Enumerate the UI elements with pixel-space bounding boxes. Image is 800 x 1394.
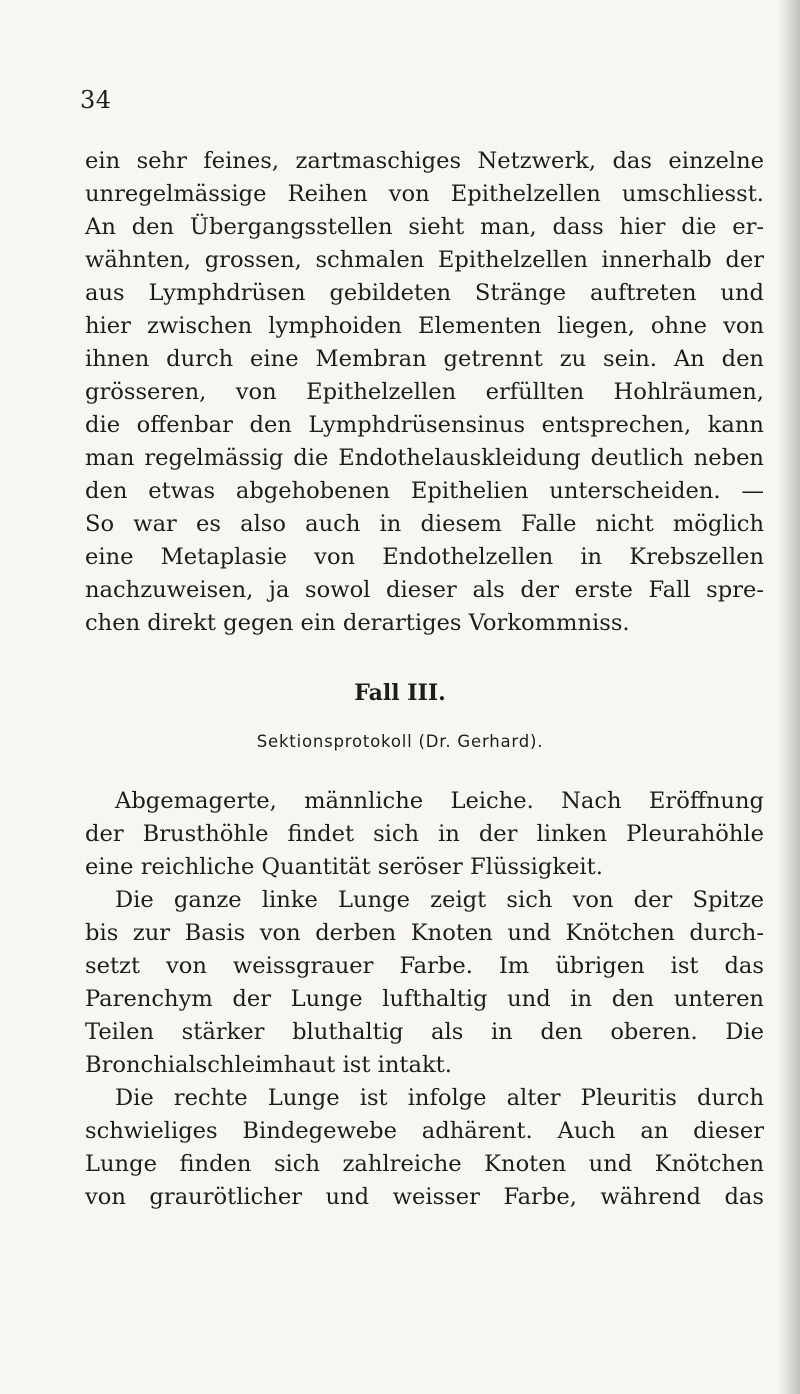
section-subheading: Sektionsprotokoll (Dr. Gerhard). (256, 732, 544, 751)
text-line: Abgemagerte, männliche Leiche. Nach Eröffnung (115, 788, 764, 814)
text-line: hier zwischen lymphoiden Elementen liegen, ohne von (85, 313, 764, 339)
text-line: ihnen durch eine Membran getrennt zu sein. An den (85, 346, 764, 372)
text-line: setzt von weissgrauer Farbe. Im übrigen ist das (85, 953, 764, 979)
text-line: eine Metaplasie von Endothelzellen in Krebszellen (85, 544, 764, 570)
text-line: man regelmässig die Endothelauskleidung deutlich neben (85, 445, 764, 471)
paragraph-continuation (85, 145, 764, 640)
text-line: unregelmässige Reihen von Epithelzellen umschliesst. (85, 181, 764, 207)
text-line: nachzuweisen, ja sowol dieser als der erste Fall spre- (85, 577, 764, 603)
text-line: Lunge finden sich zahlreiche Knoten und Knötchen (85, 1151, 764, 1177)
text-line: An den Übergangsstellen sieht man, dass hier die er- (85, 214, 764, 240)
text-line: Die ganze linke Lunge zeigt sich von der Spitze (115, 887, 764, 913)
text-line: So war es also auch in diesem Falle nicht möglich (85, 511, 764, 537)
text-line: der Brusthöhle findet sich in der linken Pleurahöhle (85, 821, 764, 847)
text-line: Bronchialschleimhaut ist intakt. (85, 1052, 452, 1078)
text-line: ein sehr feines, zartmaschiges Netzwerk, das einzelne (85, 148, 764, 174)
text-line: Parenchym der Lunge lufthaltig und in den unteren (85, 986, 764, 1012)
text-line: wähnten, grossen, schmalen Epithelzellen innerhalb der (85, 247, 764, 273)
page-number: 34 (80, 86, 112, 114)
text-line: grösseren, von Epithelzellen erfüllten Hohlräumen, (85, 379, 764, 405)
section-heading: Fall III. (354, 680, 446, 706)
text-line: Die rechte Lunge ist infolge alter Pleuritis durch (115, 1085, 764, 1111)
text-line: aus Lymphdrüsen gebildeten Stränge auftreten und (85, 280, 764, 306)
text-line: schwieliges Bindegewebe adhärent. Auch an dieser (85, 1118, 764, 1144)
text-line: Teilen stärker bluthaltig als in den oberen. Die (85, 1019, 764, 1045)
text-line: chen direkt gegen ein derartiges Vorkommniss. (85, 610, 630, 636)
section-body (85, 785, 764, 1214)
text-line: den etwas abgehobenen Epithelien unterscheiden. — (85, 478, 764, 504)
text-line: eine reichliche Quantität seröser Flüssigkeit. (85, 854, 603, 880)
text-line: die offenbar den Lymphdrüsensinus entsprechen, kann (85, 412, 764, 438)
text-line: von graurötlicher und weisser Farbe, während das (85, 1184, 764, 1210)
text-line: bis zur Basis von derben Knoten und Knötchen durch- (85, 920, 764, 946)
